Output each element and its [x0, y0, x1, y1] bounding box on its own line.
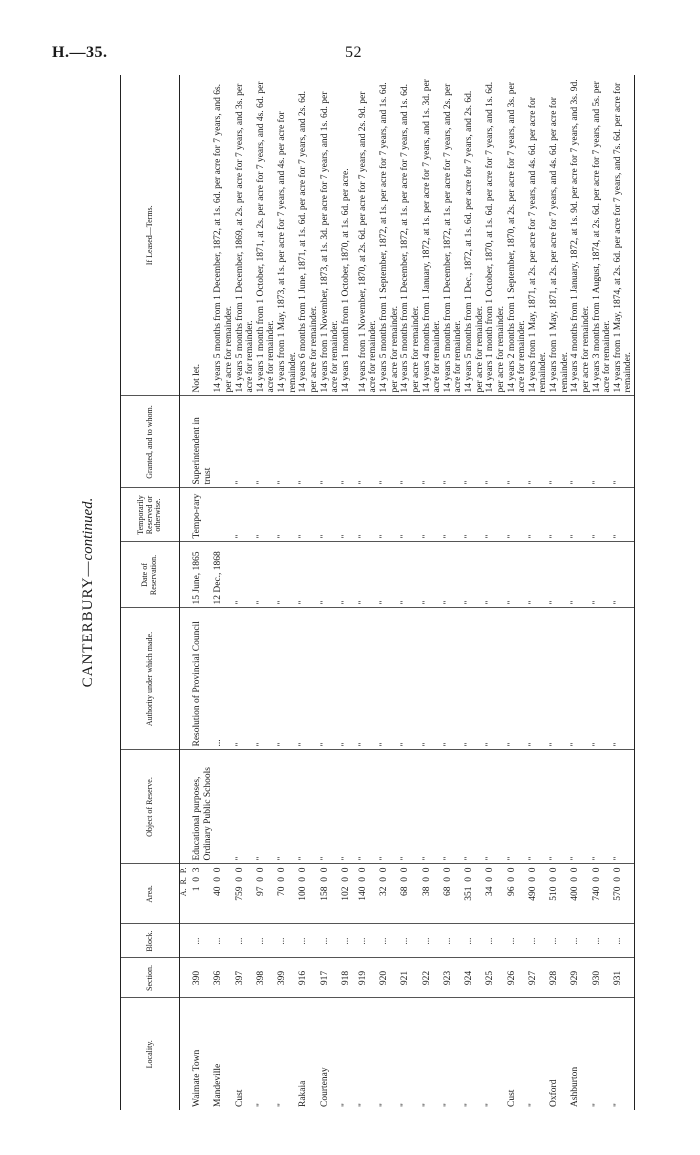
- cell-authority: ": [235, 608, 256, 750]
- table-row: [235, 75, 256, 1110]
- cell-date: ": [613, 542, 635, 608]
- cell-block: ...: [464, 924, 485, 958]
- cell-block: ...: [213, 924, 234, 958]
- table-row: [256, 75, 277, 1110]
- cell-authority: ": [379, 608, 400, 750]
- cell-temporarily: Tempo-rary: [192, 488, 213, 542]
- cell-authority: ": [443, 608, 464, 750]
- cell-block: ...: [592, 924, 613, 958]
- cell-locality: Ashburton: [570, 1066, 581, 1107]
- cell-authority: ": [341, 608, 358, 750]
- cell-locality: ": [255, 1103, 266, 1107]
- cell-granted: ": [298, 396, 319, 488]
- cell-authority: ...: [213, 608, 234, 750]
- cell-block: ...: [235, 924, 256, 958]
- cell-authority: ": [570, 608, 591, 750]
- cell-object: ": [379, 750, 400, 864]
- cell-object: ": [464, 750, 485, 864]
- cell-temporarily: ": [400, 488, 421, 542]
- cell-area: 510 0 0: [549, 864, 570, 924]
- cell-block: ...: [192, 924, 213, 958]
- cell-temporarily: ": [549, 488, 570, 542]
- header-granted: Granted, and to whom.: [121, 396, 180, 488]
- cell-area: 102 0 0: [341, 864, 358, 924]
- cell-area: 351 0 0: [464, 864, 485, 924]
- cell-section: 926: [507, 958, 528, 998]
- cell-section: 919: [358, 958, 379, 998]
- area-units-row: [180, 75, 193, 1110]
- cell-authority: ": [613, 608, 635, 750]
- cell-locality: ": [591, 1103, 602, 1107]
- cell-temporarily: ": [277, 488, 298, 542]
- cell-date: ": [277, 542, 298, 608]
- cell-terms: 14 years from 1 November, 1873, at 1s. 3d. per acre for 7 years, and 1s. 6d. per acre for remainder.: [320, 75, 341, 396]
- table-row: [298, 75, 319, 1110]
- cell-area: 32 0 0: [379, 864, 400, 924]
- cell-locality: Rakaia: [298, 1080, 309, 1107]
- cell-block: ...: [422, 924, 443, 958]
- cell-granted: ": [358, 396, 379, 488]
- table-row: [549, 75, 570, 1110]
- cell-terms: 14 years from 1 May, 1871, at 2s. per acre for 7 years, and 4s. 6d. per acre for remainder.: [549, 75, 570, 396]
- cell-granted: ": [507, 396, 528, 488]
- cell-terms: 14 years 5 months from 1 September, 1872, at 1s. per acre for 7 years, and 1s. 6d. per acre for remainder.: [379, 75, 400, 396]
- header-area: Area.: [121, 864, 180, 924]
- cell-date: ": [464, 542, 485, 608]
- cell-locality: ": [442, 1103, 453, 1107]
- cell-temporarily: ": [358, 488, 379, 542]
- cell-granted: ": [592, 396, 613, 488]
- page-reference: H.—35.: [52, 44, 108, 61]
- cell-terms: Not let.: [192, 75, 213, 396]
- cell-terms: 14 years from 1 May, 1871, at 2s. per acre for 7 years, and 4s. 6d. per acre for remainder.: [528, 75, 549, 396]
- cell-date: ": [358, 542, 379, 608]
- cell-granted: ": [485, 396, 506, 488]
- cell-object: ": [443, 750, 464, 864]
- cell-block: ...: [341, 924, 358, 958]
- cell-object: ": [422, 750, 443, 864]
- cell-temporarily: ": [298, 488, 319, 542]
- cell-granted: ": [549, 396, 570, 488]
- cell-section: 923: [443, 958, 464, 998]
- cell-area: 38 0 0: [422, 864, 443, 924]
- cell-date: ": [379, 542, 400, 608]
- cell-locality: ": [277, 1103, 287, 1107]
- table-row: [592, 75, 613, 1110]
- cell-terms: 14 years 5 months from 1 Dec., 1872, at 1s. 6d. per acre for 7 years, and 2s. 6d. per acre for remainder.: [464, 75, 485, 396]
- cell-terms: 14 years 3 months from 1 August, 1874, at 2s. 6d. per acre for 7 years, and 5s. per acre for remainder.: [592, 75, 613, 396]
- cell-section: 398: [256, 958, 277, 998]
- cell-authority: ": [528, 608, 549, 750]
- cell-section: 931: [613, 958, 635, 998]
- cell-object: ": [256, 750, 277, 864]
- cell-authority: ": [485, 608, 506, 750]
- header-locality: Locality.: [121, 998, 180, 1110]
- cell-block: ...: [277, 924, 298, 958]
- cell-area: 140 0 0: [358, 864, 379, 924]
- cell-area: 34 0 0: [485, 864, 506, 924]
- cell-authority: ": [422, 608, 443, 750]
- cell-section: 922: [422, 958, 443, 998]
- cell-date: ": [443, 542, 464, 608]
- cell-section: 927: [528, 958, 549, 998]
- cell-date: ": [528, 542, 549, 608]
- cell-temporarily: ": [570, 488, 591, 542]
- cell-section: 925: [485, 958, 506, 998]
- cell-object: ": [528, 750, 549, 864]
- table-row: [485, 75, 506, 1110]
- cell-object: ": [485, 750, 506, 864]
- cell-object: ": [613, 750, 635, 864]
- cell-date: ": [235, 542, 256, 608]
- cell-authority: ": [549, 608, 570, 750]
- header-row: [121, 75, 180, 1110]
- cell-area: 158 0 0: [320, 864, 341, 924]
- cell-date: ": [422, 542, 443, 608]
- cell-authority: ": [400, 608, 421, 750]
- cell-object: [213, 750, 234, 864]
- cell-block: ...: [358, 924, 379, 958]
- cell-date: ": [298, 542, 319, 608]
- header-authority: Authority under which made.: [121, 608, 180, 750]
- cell-area: 96 0 0: [507, 864, 528, 924]
- header-block: Block.: [121, 924, 180, 958]
- cell-section: 397: [235, 958, 256, 998]
- cell-terms: 14 years 2 months from 1 September, 1870, at 2s. per acre for 7 years, and 3s. per acre for remainder.: [507, 75, 528, 396]
- cell-granted: ": [341, 396, 358, 488]
- page-title: CANTERBURY—continued.: [80, 497, 96, 688]
- cell-section: 924: [464, 958, 485, 998]
- cell-temporarily: ": [507, 488, 528, 542]
- cell-area: 68 0 0: [400, 864, 421, 924]
- cell-locality: ": [400, 1103, 411, 1107]
- cell-granted: ": [277, 396, 298, 488]
- cell-section: 930: [592, 958, 613, 998]
- cell-date: 15 June, 1865: [192, 542, 213, 608]
- cell-area: 97 0 0: [256, 864, 277, 924]
- cell-block: ...: [570, 924, 591, 958]
- table-row: [570, 75, 591, 1110]
- table-row: [613, 75, 635, 1110]
- cell-block: ...: [320, 924, 341, 958]
- cell-area: 759 0 0: [235, 864, 256, 924]
- cell-area: 68 0 0: [443, 864, 464, 924]
- header-object: Object of Reserve.: [121, 750, 180, 864]
- cell-locality: ": [613, 998, 635, 1110]
- cell-object: ": [358, 750, 379, 864]
- cell-locality: Cust: [234, 1089, 245, 1107]
- cell-object: ": [592, 750, 613, 864]
- cell-terms: 14 years from 1 May, 1874, at 2s. 6d. per acre for 7 years, and 7s. 6d. per acre for remainder.: [613, 75, 635, 396]
- cell-section: 390: [192, 958, 213, 998]
- cell-temporarily: ": [341, 488, 358, 542]
- cell-authority: ": [256, 608, 277, 750]
- cell-locality: ": [357, 1103, 368, 1107]
- cell-block: ...: [549, 924, 570, 958]
- header-section: Section.: [121, 958, 180, 998]
- header-date: Date of Reservation.: [121, 542, 180, 608]
- header-leased: If Leased—Terms.: [121, 75, 180, 396]
- cell-granted: ": [379, 396, 400, 488]
- cell-terms: 14 years from 1 May, 1873, at 1s. per acre for 7 years, and 4s. per acre for remainder.: [277, 75, 298, 396]
- cell-temporarily: ": [320, 488, 341, 542]
- cell-terms: 14 years 4 months from 1 January, 1872, at 1s. per acre for 7 years, and 1s. 3d. per acre for remainder.: [422, 75, 443, 396]
- cell-authority: ": [277, 608, 298, 750]
- cell-section: 928: [549, 958, 570, 998]
- cell-authority: ": [320, 608, 341, 750]
- cell-temporarily: ": [443, 488, 464, 542]
- table-row: [320, 75, 341, 1110]
- cell-terms: 14 years 5 months from 1 December, 1872, at 1s. per acre for 7 years, and 1s. 6d. per acre for remainder.: [400, 75, 421, 396]
- cell-granted: ": [422, 396, 443, 488]
- cell-object: ": [235, 750, 256, 864]
- table-row: [400, 75, 421, 1110]
- cell-block: ...: [400, 924, 421, 958]
- cell-section: 917: [320, 958, 341, 998]
- table-row: [422, 75, 443, 1110]
- cell-granted: ": [443, 396, 464, 488]
- cell-temporarily: ": [613, 488, 635, 542]
- cell-granted: ": [256, 396, 277, 488]
- cell-granted: [213, 396, 234, 488]
- cell-authority: ": [298, 608, 319, 750]
- cell-locality: ": [464, 1103, 474, 1107]
- table-row: [464, 75, 485, 1110]
- reserves-table: [120, 75, 635, 1110]
- cell-temporarily: ": [235, 488, 256, 542]
- cell-granted: ": [400, 396, 421, 488]
- cell-authority: Resolution of Provincial Council: [192, 608, 213, 750]
- cell-block: ...: [256, 924, 277, 958]
- cell-section: 920: [379, 958, 400, 998]
- cell-block: ...: [298, 924, 319, 958]
- cell-granted: ": [528, 396, 549, 488]
- cell-locality: ": [421, 1103, 432, 1107]
- cell-temporarily: ": [592, 488, 613, 542]
- cell-object: ": [570, 750, 591, 864]
- cell-temporarily: ": [464, 488, 485, 542]
- cell-granted: ": [464, 396, 485, 488]
- cell-block: ...: [507, 924, 528, 958]
- cell-temporarily: ": [256, 488, 277, 542]
- cell-locality: Oxford: [549, 1079, 559, 1107]
- cell-authority: ": [464, 608, 485, 750]
- cell-area: 100 0 0: [298, 864, 319, 924]
- cell-granted: ": [235, 396, 256, 488]
- cell-granted: ": [613, 396, 635, 488]
- cell-section: 918: [341, 958, 358, 998]
- cell-area: 70 0 0: [277, 864, 298, 924]
- cell-terms: 14 years 1 month from 1 October, 1870, at 1s. 6d. per acre.: [341, 75, 358, 396]
- cell-authority: ": [592, 608, 613, 750]
- header-temporarily: Temporarily Reserved or otherwise.: [121, 488, 180, 542]
- cell-temporarily: ": [379, 488, 400, 542]
- rotated-table-region: [80, 75, 650, 1110]
- cell-block: ...: [443, 924, 464, 958]
- cell-area: 1 0 3: [192, 864, 213, 924]
- cell-date: ": [320, 542, 341, 608]
- cell-terms: 14 years from 1 November, 1870, at 2s. 6d. per acre for 7 years, and 2s. 9d. per acre for remainder.: [358, 75, 379, 396]
- table-row: [213, 75, 234, 1110]
- cell-date: ": [256, 542, 277, 608]
- table-row: [358, 75, 379, 1110]
- cell-section: 399: [277, 958, 298, 998]
- table-row: [528, 75, 549, 1110]
- cell-area: 570 0 0: [613, 864, 635, 924]
- cell-authority: ": [358, 608, 379, 750]
- cell-temporarily: ": [528, 488, 549, 542]
- cell-date: ": [570, 542, 591, 608]
- cell-granted: ": [570, 396, 591, 488]
- cell-authority: ": [507, 608, 528, 750]
- page-number: 52: [345, 44, 362, 61]
- cell-terms: 14 years 5 months from 1 December, 1869, at 2s. per acre for 7 years, and 3s. per acre for remainder.: [235, 75, 256, 396]
- cell-terms: 14 years 1 month from 1 October, 1870, at 1s. 6d. per acre for 7 years, and 1s. 6d. per acre for remainder.: [485, 75, 506, 396]
- cell-section: 929: [570, 958, 591, 998]
- cell-object: ": [400, 750, 421, 864]
- cell-terms: 14 years 5 months from 1 December, 1872, at 1s. 6d. per acre for 7 years, and 6s. per acre for remainder.: [213, 75, 234, 396]
- cell-object: ": [320, 750, 341, 864]
- cell-area: 40 0 0: [213, 864, 234, 924]
- cell-temporarily: [213, 488, 234, 542]
- cell-terms: 14 years 1 month from 1 October, 1871, at 2s. per acre for 7 years, and 4s. 6d. per acre for remainder.: [256, 75, 277, 396]
- table-row: [379, 75, 400, 1110]
- cell-granted: ": [320, 396, 341, 488]
- cell-date: ": [485, 542, 506, 608]
- cell-block: ...: [485, 924, 506, 958]
- cell-locality: ": [340, 1103, 351, 1107]
- cell-locality: ": [527, 1103, 538, 1107]
- cell-object: Educational purposes, Ordinary Public Schools: [192, 750, 213, 864]
- cell-object: ": [507, 750, 528, 864]
- cell-object: ": [298, 750, 319, 864]
- cell-date: ": [549, 542, 570, 608]
- table-row: [507, 75, 528, 1110]
- cell-granted: Superintendent in trust: [192, 396, 213, 488]
- cell-locality: Cust: [506, 1089, 517, 1107]
- cell-terms: 14 years 5 months from 1 December, 1872, at 1s. per acre for 7 years, and 2s. per acre for remainder.: [443, 75, 464, 396]
- cell-area: 740 0 0: [592, 864, 613, 924]
- cell-block: ...: [613, 924, 635, 958]
- cell-temporarily: ": [485, 488, 506, 542]
- cell-date: ": [341, 542, 358, 608]
- cell-locality: ": [485, 1103, 496, 1107]
- cell-terms: 14 years 6 months from 1 June, 1871, at 1s. 6d. per acre for 7 years, and 2s. 6d. per acre for remainder.: [298, 75, 319, 396]
- cell-locality: Mandeville: [213, 1063, 224, 1107]
- cell-locality: ": [379, 1103, 389, 1107]
- cell-section: 921: [400, 958, 421, 998]
- cell-date: 12 Dec., 1868: [213, 542, 234, 608]
- table-row: [277, 75, 298, 1110]
- table-row: [192, 75, 213, 1110]
- cell-date: ": [400, 542, 421, 608]
- cell-block: ...: [528, 924, 549, 958]
- cell-date: ": [592, 542, 613, 608]
- cell-section: 396: [213, 958, 234, 998]
- cell-locality: Waimate Town: [192, 1049, 202, 1107]
- cell-block: ...: [379, 924, 400, 958]
- cell-terms: 14 years 4 months from 1 January, 1872, at 1s. 9d. per acre for 7 years, and 3s. 9d. per acre for remainder.: [570, 75, 591, 396]
- table-row: [443, 75, 464, 1110]
- cell-area: 490 0 0: [528, 864, 549, 924]
- cell-date: ": [507, 542, 528, 608]
- cell-object: ": [549, 750, 570, 864]
- cell-section: 916: [298, 958, 319, 998]
- cell-temporarily: ": [422, 488, 443, 542]
- table-row: [341, 75, 358, 1110]
- cell-object: ": [277, 750, 298, 864]
- cell-area: 400 0 0: [570, 864, 591, 924]
- cell-object: ": [341, 750, 358, 864]
- area-units: A. R. P.: [180, 864, 193, 924]
- cell-locality: Courtenay: [319, 1067, 330, 1107]
